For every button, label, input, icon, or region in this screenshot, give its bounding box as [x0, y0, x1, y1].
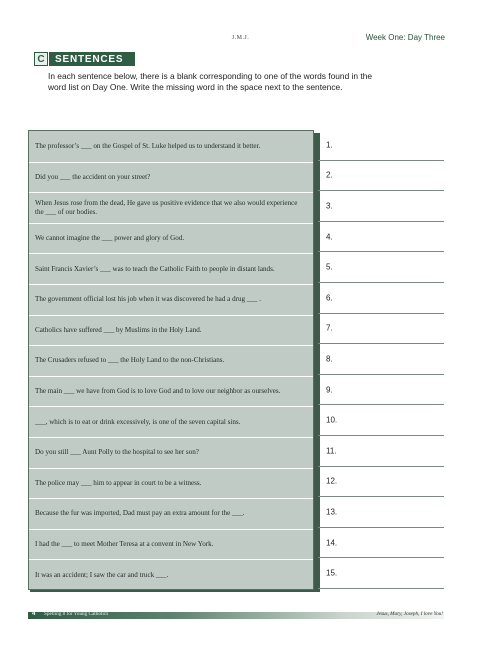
sentence-text: The professor’s ___ on the Gospel of St. Luke helped us to understand it better. — [35, 141, 261, 150]
book-title: Spelling 8 for Young Catholics — [44, 611, 109, 617]
sentence-row — [29, 559, 313, 590]
answer-line[interactable] — [318, 130, 444, 161]
answer-line[interactable] — [318, 497, 444, 528]
answer-number: 11. — [326, 446, 337, 456]
answer-number: 6. — [326, 293, 333, 303]
sentence-text: I had the ___ to meet Mother Teresa at a convent in New York. — [35, 540, 214, 549]
sentence-row — [29, 376, 313, 407]
answer-number: 12. — [326, 476, 338, 486]
section-letter: C — [34, 52, 48, 66]
week-day-label: Week One: Day Three — [365, 33, 445, 42]
answer-number: 8. — [326, 354, 333, 364]
answer-number: 3. — [326, 201, 333, 211]
answer-line[interactable] — [318, 191, 444, 222]
sentence-row — [29, 284, 313, 315]
footer-motto: Jesus, Mary, Joseph, I love You! — [376, 611, 443, 617]
answer-number: 7. — [326, 323, 333, 333]
sentence-text: Did you ___ the accident on your street? — [35, 172, 151, 181]
answer-line[interactable] — [318, 222, 444, 253]
sentence-text: Catholics have suffered ___ by Muslims in the Holy Land. — [35, 325, 202, 334]
answer-line[interactable] — [318, 436, 444, 467]
answer-number: 15. — [326, 568, 338, 578]
answer-line[interactable] — [318, 558, 444, 589]
sentence-text: It was an accident; I saw the car and truck ___. — [35, 570, 169, 579]
sentence-text: Saint Francis Xavier’s ___ was to teach the Catholic Faith to people in distant lands. — [35, 264, 275, 273]
section-title: SENTENCES — [49, 52, 135, 66]
sentence-row — [29, 253, 313, 284]
answer-column — [318, 130, 444, 590]
sentence-row — [29, 131, 313, 162]
answer-number: 13. — [326, 507, 338, 517]
sentence-row — [29, 192, 313, 223]
sentence-row — [29, 223, 313, 254]
sentence-text: Do you still ___ Aunt Polly to the hospital to see her son? — [35, 448, 199, 457]
answer-line[interactable] — [318, 528, 444, 559]
sentence-row — [29, 529, 313, 560]
answer-line[interactable] — [318, 283, 444, 314]
answer-number: 10. — [326, 415, 338, 425]
sentence-text: The police may ___ him to appear in court to be a witness. — [35, 478, 202, 487]
answer-line[interactable] — [318, 405, 444, 436]
instructions: In each sentence below, there is a blank corresponding to one of the words found in the word list on Day One. Write the missing word in the space next to the sentence. — [48, 71, 373, 92]
sentence-text: We cannot imagine the ___ power and glory of God. — [35, 234, 185, 243]
answer-line[interactable] — [318, 344, 444, 375]
answer-line[interactable] — [318, 314, 444, 345]
answer-number: 14. — [326, 538, 338, 548]
answer-number: 4. — [326, 232, 333, 242]
sentence-row — [29, 345, 313, 376]
answer-number: 5. — [326, 262, 333, 272]
answer-number: 2. — [326, 170, 333, 180]
sentence-row — [29, 498, 313, 529]
answer-number: 9. — [326, 385, 333, 395]
sentence-row — [29, 315, 313, 346]
sentence-row — [29, 162, 313, 193]
sentence-text: The Crusaders refused to ___ the Holy Land to the non-Christians. — [35, 356, 225, 365]
answer-line[interactable] — [318, 467, 444, 498]
jmj-header: J.M.J. — [231, 35, 250, 41]
sentence-row — [29, 437, 313, 468]
answer-number: 1. — [326, 140, 333, 150]
sentence-row — [29, 468, 313, 499]
sentence-row — [29, 406, 313, 437]
answer-line[interactable] — [318, 161, 444, 192]
sentence-text: ___, which is to eat or drink excessively, is one of the seven capital sins. — [35, 417, 241, 426]
sentence-text: Because the fur was imported, Dad must pay an extra amount for the ___. — [35, 509, 245, 518]
answer-line[interactable] — [318, 252, 444, 283]
section-header — [34, 52, 135, 66]
sentence-text: The main ___ we have from God is to love God and to love our neighbor as ourselves. — [35, 387, 281, 396]
sentence-text: The government official lost his job when it was discovered he had a drug ___ . — [35, 295, 262, 304]
sentence-table — [28, 130, 314, 590]
answer-line[interactable] — [318, 375, 444, 406]
sentence-text: When Jesus rose from the dead, He gave us positive evidence that we also would experience the ___ of our bodies. — [35, 198, 298, 216]
page-number: 4 — [32, 611, 36, 617]
